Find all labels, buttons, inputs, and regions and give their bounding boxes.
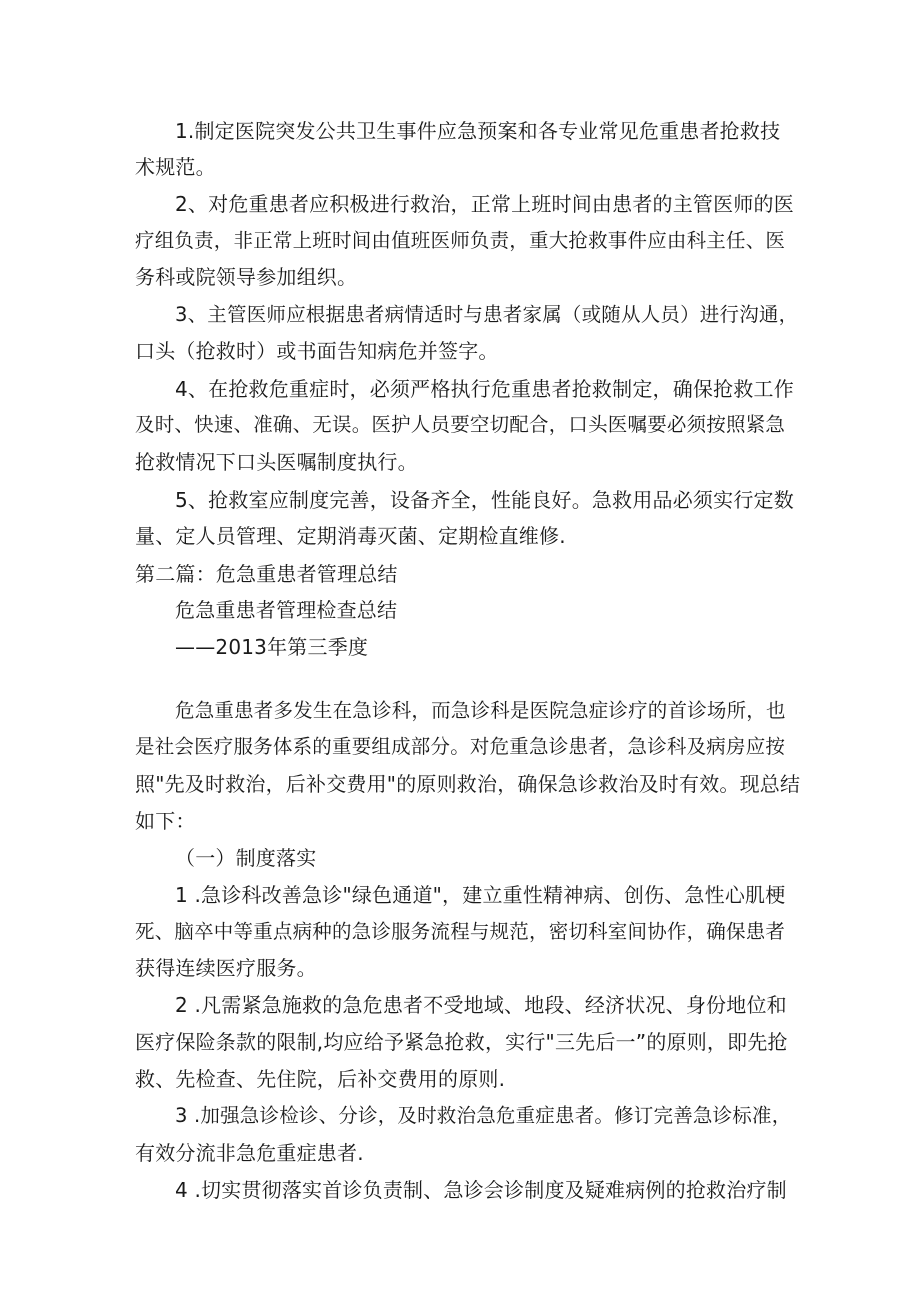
text-line: 死、脑卒中等重点病种的急诊服务流程与规范，密切科室间协作，确保患者 [135, 920, 786, 943]
text-line: 2、对危重患者应积极进行救治，正常上班时间由患者的主管医师的医 [175, 192, 794, 216]
text-line: 及时、快速、准确、无误。医护人员要空切配合，口头医嘱要必须按照紧急 [135, 413, 786, 436]
text-line: 医疗保险条款的限制,均应给予紧急抢救，实行"三先后一”的原则，即先抢 [135, 1030, 788, 1054]
text-line: 救、先检查、先住院，后补交费用的原则. [135, 1067, 506, 1091]
text-line: 有效分流非急危重症患者. [135, 1141, 364, 1165]
text-line: 如下： [135, 809, 196, 833]
text-line: 疗组负责，非正常上班时间由值班医师负责，重大抢救事件应由科主任、医 [135, 229, 786, 252]
text-line: 1 .急诊科改善急诊"绿色通道"，建立重性精神病、创伤、急性心肌梗 [175, 883, 786, 907]
text-line: 量、定人员管理、定期消毒灭菌、定期检直维修. [135, 524, 566, 548]
text-line: 务科或院领导参加组织。 [135, 265, 358, 289]
text-line: 危急重患者多发生在急诊科，而急诊科是医院急症诊疗的首诊场所，也 [175, 699, 786, 722]
text-line: 3、主管医师应根据患者病情适时与患者家属（或随从人员）进行沟通， [175, 303, 799, 326]
summary-period: ——2013年第三季度 [175, 635, 369, 659]
text-line: 3 .加强急诊检诊、分诊，及时救治急危重症患者。修订完善急诊标准， [175, 1104, 792, 1127]
text-line: 抢救情况下口头医嘱制度执行。 [135, 450, 418, 474]
subsection-heading: （一）制度落实 [175, 846, 317, 870]
text-line: 4 .切实贯彻落实首诊负责制、急诊会诊制度及疑难病例的抢救治疗制 [175, 1178, 787, 1202]
text-line: 4、在抢救危重症时，必须严格执行危重患者抢救制定，确保抢救工作 [175, 377, 794, 401]
text-line: 是社会医疗服务体系的重要组成部分。对危重急诊患者，急诊科及病房应按 [135, 735, 786, 758]
section-heading: 第二篇：危急重患者管理总结 [135, 562, 398, 586]
text-line: 2 .凡需紧急施救的急危患者不受地域、地段、经济状况、身份地位和 [175, 993, 787, 1017]
text-line: 获得连续医疗服务。 [135, 956, 317, 980]
text-line: 照"先及时救治，后补交费用"的原则救治，确保急诊救治及时有效。现总结 [135, 772, 801, 796]
text-line: 术规范。 [135, 155, 216, 179]
text-line: 1.制定医院突发公共卫生事件应急预案和各专业常见危重患者抢救技 [175, 119, 781, 143]
text-line: 口头（抢救时）或书面告知病危并签字。 [135, 339, 499, 363]
text-line: 5、抢救室应制度完善，设备齐全，性能良好。急救用品必须实行定数 [175, 488, 794, 512]
summary-title: 危急重患者管理检查总结 [175, 598, 398, 622]
